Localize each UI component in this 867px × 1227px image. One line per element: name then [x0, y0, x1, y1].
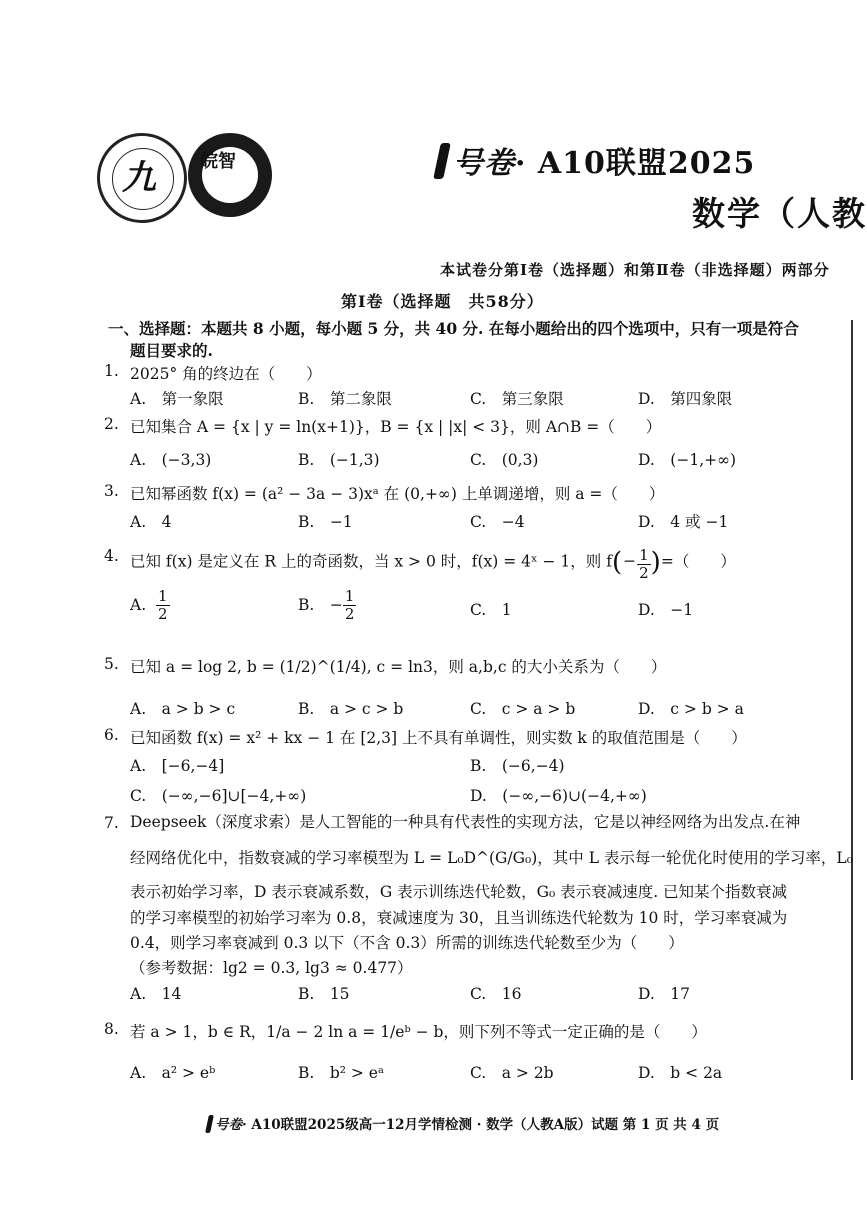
- question-stem-part2: =（ ）: [660, 552, 736, 571]
- option-d: D. −1: [638, 601, 694, 619]
- option-a: A. 4: [130, 513, 172, 531]
- option-b: B. 第二象限: [298, 390, 392, 408]
- option-a: A. 14: [130, 985, 182, 1003]
- option-a: A. $\frac{1}{2}$: [130, 587, 168, 624]
- option-b: B. (−1,3): [298, 451, 380, 469]
- option-a: A. [−6,−4]: [130, 757, 225, 775]
- option-c: C. (0,3): [470, 451, 539, 469]
- alliance-logo: [97, 133, 187, 223]
- margin-rule: [851, 320, 853, 1080]
- option-c: C. (−∞,−6]∪[−4,+∞): [130, 787, 307, 805]
- option-c: C. c > a > b: [470, 700, 576, 718]
- question-line: Deepseek（深度求索）是人工智能的一种具有代表性的实现方法，它是以神经网络为出发点.在神: [130, 813, 801, 831]
- option-a: A. a² > eᵇ: [130, 1064, 216, 1082]
- question-stem: 已知集合 A = {x | y = ln(x+1)}，B = {x | |x| < 3}，则 A∩B =（ ）: [130, 418, 662, 436]
- question-number: 2.: [104, 415, 119, 433]
- page-footer: 号卷· A10联盟2025级高一12月学情检测 · 数学（人教A版）试题 第 1 页 共 4 页: [207, 1113, 719, 1133]
- question-line: 表示初始学习率，D 表示衰减系数，G 表示训练迭代轮数，G₀ 表示衰减速度. 已知某个指数衰减: [130, 883, 788, 901]
- option-b: B. a > c > b: [298, 700, 404, 718]
- option-d: D. (−∞,−6)∪(−4,+∞): [470, 787, 647, 805]
- question-line: 的学习率模型的初始学习率为 0.8，衰减速度为 30，且当训练迭代轮数为 10 时，学习率衰减为: [130, 909, 788, 927]
- option-c: C. 第三象限: [470, 390, 564, 408]
- option-d: D. 17: [638, 985, 691, 1003]
- option-d: D. b < 2a: [638, 1064, 723, 1082]
- exam-brand-title: 号卷· A10联盟2025: [437, 138, 755, 182]
- part1-instruction-line1: 一、选择题：本题共 8 小题，每小题 5 分，共 40 分. 在每小题给出的四个选项中，只有一项是符合: [108, 319, 799, 338]
- question-line: 0.4，则学习率衰减到 0.3 以下（不含 0.3）所需的训练迭代轮数至少为（ ）: [130, 934, 684, 952]
- option-a: A. a > b > c: [130, 700, 236, 718]
- question-line: 经网络优化中，指数衰减的学习率模型为 L = L₀D^(G/G₀)，其中 L 表示每一轮优化时使用的学习率，L₀: [130, 849, 853, 867]
- question-number: 1.: [104, 362, 119, 380]
- frac-denominator: 2: [639, 564, 649, 583]
- question-stem: 已知 f(x) 是定义在 R 上的奇函数，当 x > 0 时，f(x) = 4ˣ − 1，则 f(− $\frac{1}{2}$ )=（ ）: [130, 546, 736, 583]
- option-d: D. 第四象限: [638, 390, 733, 408]
- option-b: B. (−6,−4): [470, 757, 565, 775]
- question-stem: 2025° 角的终边在（ ）: [130, 365, 322, 383]
- question-number: 7.: [104, 814, 119, 832]
- question-stem: 已知 a = log 2, b = (1/2)^(1/4), c = ln3，则 a,b,c 的大小关系为（ ）: [130, 658, 667, 676]
- footer-bar-icon: [205, 1115, 214, 1133]
- question-stem: 若 a > 1，b ∈ R，1/a − 2 ln a = 1/eᵇ − b，则下列不等式一定正确的是（ ）: [130, 1023, 707, 1041]
- question-number: 5.: [104, 655, 119, 673]
- option-b: B. −1: [298, 513, 353, 531]
- option-c: C. 16: [470, 985, 522, 1003]
- option-c: C. 1: [470, 601, 512, 619]
- subject-title: 数学（人教: [692, 194, 867, 233]
- question-number: 3.: [104, 482, 119, 500]
- exam-note: 本试卷分第Ⅰ卷（选择题）和第Ⅱ卷（非选择题）两部分: [440, 261, 830, 279]
- brand-bar-icon: [433, 143, 451, 179]
- question-number: 4.: [104, 547, 119, 565]
- section-title: 第Ⅰ卷（选择题 共58分）: [341, 292, 544, 311]
- option-b: B. 15: [298, 985, 350, 1003]
- wanzhi-logo-mark: 皖智: [200, 151, 236, 172]
- option-a: A. (−3,3): [130, 451, 212, 469]
- option-c: C. a > 2b: [470, 1064, 554, 1082]
- part1-instruction-line2: 题目要求的.: [130, 341, 213, 360]
- question-stem: 已知函数 f(x) = x² + kx − 1 在 [2,3] 上不具有单调性，则实数 k 的取值范围是（ ）: [130, 729, 747, 747]
- option-a: A. 第一象限: [130, 390, 224, 408]
- option-b: B. b² > eᵃ: [298, 1064, 384, 1082]
- question-number: 6.: [104, 726, 119, 744]
- question-line: （参考数据：lg2 = 0.3, lg3 ≈ 0.477）: [130, 959, 413, 977]
- option-d: D. 4 或 −1: [638, 513, 729, 531]
- option-d: D. (−1,+∞): [638, 451, 737, 469]
- question-number: 8.: [104, 1020, 119, 1038]
- wanzhi-education-logo: [188, 133, 272, 217]
- alliance-logo-mark: 九: [122, 158, 156, 198]
- question-stem-part1: 已知 f(x) 是定义在 R 上的奇函数，当 x > 0 时，f(x) = 4ˣ − 1，则 f: [130, 552, 612, 571]
- option-c: C. −4: [470, 513, 525, 531]
- option-b: B. − $\frac{1}{2}$: [298, 587, 355, 624]
- frac-numerator: 1: [639, 546, 649, 564]
- question-stem: 已知幂函数 f(x) = (a² − 3a − 3)xᵃ 在 (0,+∞) 上单调递增，则 a =（ ）: [130, 485, 665, 503]
- option-d: D. c > b > a: [638, 700, 744, 718]
